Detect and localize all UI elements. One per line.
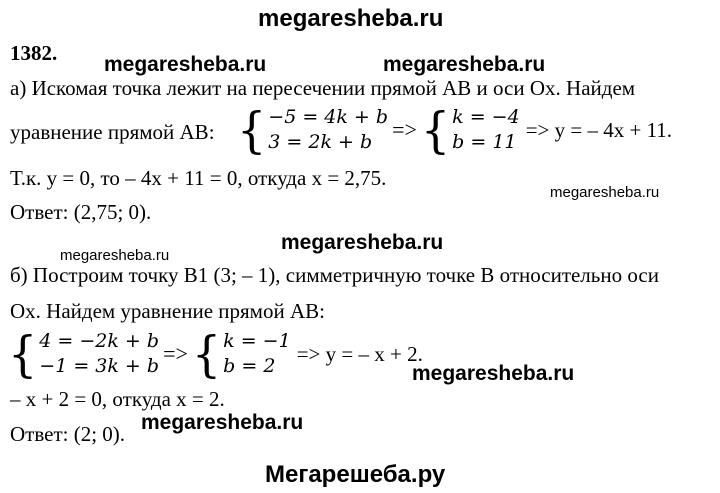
brace-icon: { [8, 325, 38, 383]
watermark-small-left: megaresheba.ru [60, 247, 170, 264]
part-a-equation [237, 101, 673, 159]
watermark-row1-left: megaresheba.ru [104, 53, 267, 76]
part-a-system1-eq2: 3 = 2k + b [268, 131, 373, 153]
watermark-row1-right: megaresheba.ru [383, 53, 546, 76]
part-a-system1-eq1: −5 = 4k + b [268, 106, 389, 128]
part-a-line2-prefix: уравнение прямой АВ: [10, 120, 215, 144]
brace-icon: { [191, 325, 222, 383]
part-a-line3: Т.к. у = 0, то – 4х + 11 = 0, откуда х = 2,75. [10, 166, 387, 190]
part-a-system2-eq2: b = 11 [452, 131, 517, 153]
part-b-system1-eq1: 4 = −2k + b [39, 330, 160, 352]
watermark-top: megaresheba.ru [258, 5, 444, 32]
part-a-system2-eq1: k = −4 [452, 106, 520, 128]
part-b-line2: Ох. Найдем уравнение прямой АВ: [10, 299, 325, 323]
watermark-small-right: megaresheba.ru [550, 184, 660, 201]
part-b-equation [8, 325, 423, 383]
watermark-lower-left: megaresheba.ru [141, 411, 304, 434]
part-b-system2-eq2: b = 2 [223, 355, 276, 377]
part-b-answer: Ответ: (2; 0). [10, 422, 126, 446]
part-b-result: => у = – х + 2. [296, 341, 423, 366]
brace-icon: { [420, 101, 451, 159]
brace-icon: { [237, 101, 267, 159]
part-a-answer: Ответ: (2,75; 0). [10, 200, 152, 224]
task-number: 1382. [10, 41, 58, 65]
part-b-system2-eq1: k = −1 [223, 330, 291, 352]
watermark-lower-right: megaresheba.ru [412, 362, 575, 385]
part-a-line1: а) Искомая точка лежит на пересечении прямой АВ и оси Ох. Найдем [10, 76, 636, 100]
part-b-arrow: => [163, 341, 188, 366]
watermark-mid: megaresheba.ru [281, 231, 444, 254]
part-b-line3: – х + 2 = 0, откуда х = 2. [10, 387, 225, 411]
watermark-footer: Мегарешеба.ру [265, 461, 446, 488]
part-a-arrow: => [392, 117, 417, 142]
part-a-result: => у = – 4х + 11. [525, 117, 673, 142]
part-b-system1-eq2: −1 = 3k + b [39, 355, 160, 377]
part-b-line1: б) Построим точку В1 (3; – 1), симметричную точке В относительно оси [10, 263, 659, 287]
